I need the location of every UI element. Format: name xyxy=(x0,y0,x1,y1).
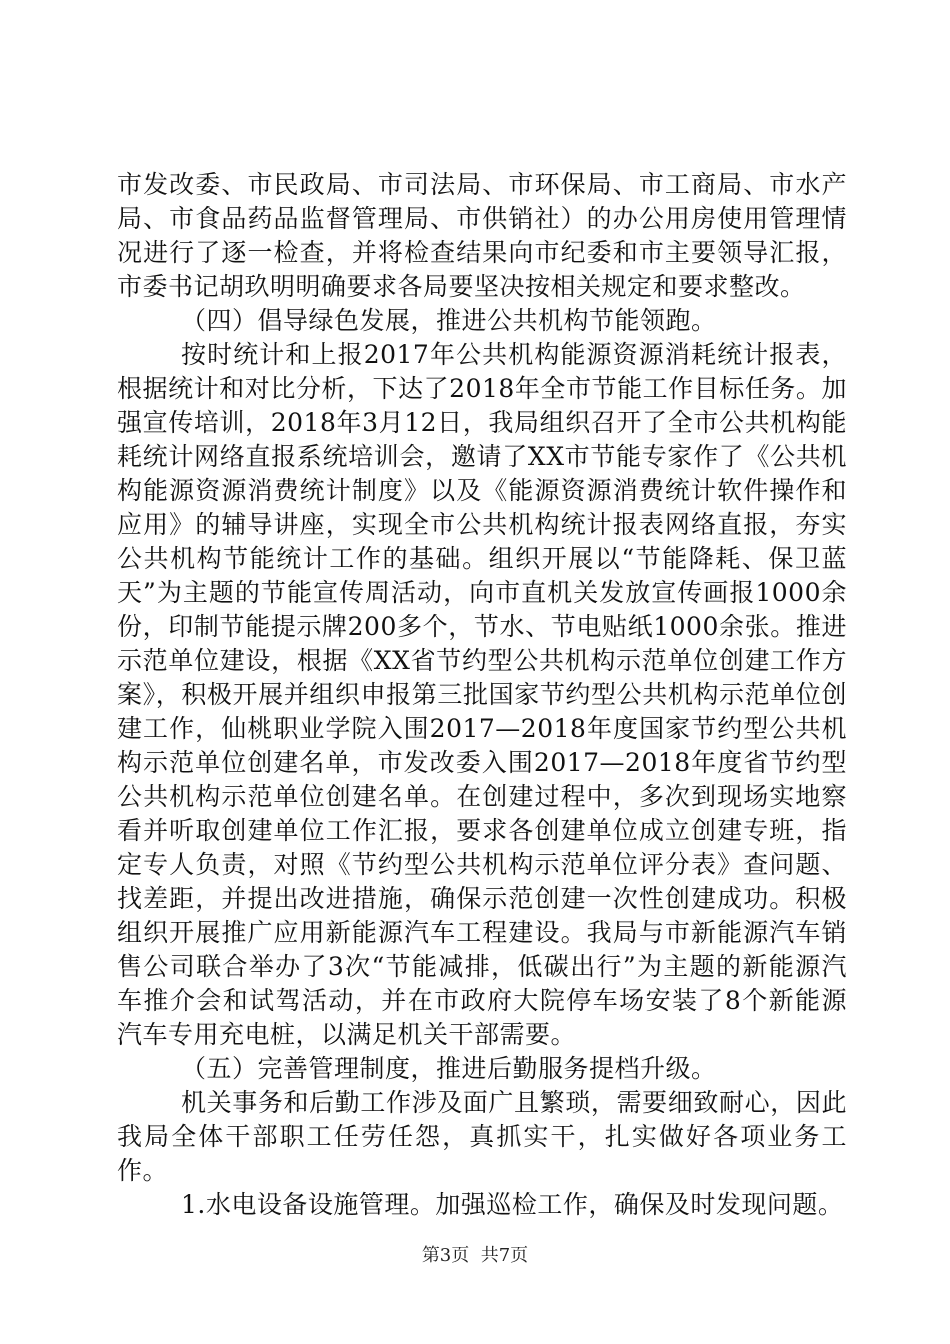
page-number-label: 第3页 共7页 xyxy=(421,1245,529,1266)
section-heading-management-system: （五）完善管理制度，推进后勤服务提档升级。 xyxy=(181,1054,717,1083)
paragraph-logistics-work: 机关事务和后勤工作涉及面广且繁琐，需要细致耐心，因此我局全体干部职工任劳任怨，真抓实干，扎实做好各项业务工作。 xyxy=(117,1088,847,1185)
page-footer xyxy=(0,1245,950,1267)
document-body xyxy=(117,168,847,1222)
section-heading-green-development: （四）倡导绿色发展，推进公共机构节能领跑。 xyxy=(181,306,717,335)
paragraph-office-inspection: 市发改委、市民政局、市司法局、市环保局、市工商局、市水产局、市食品药品监督管理局、市供销社）的办公用房使用管理情况进行了逐一检查，并将检查结果向市纪委和市主要领导汇报，市委书记胡玖明明确要求各局要坚决按相关规定和要求整改。 xyxy=(117,170,847,301)
paragraph-energy-saving: 按时统计和上报2017年公共机构能源资源消耗统计报表，根据统计和对比分析，下达了2018年全市节能工作目标任务。加强宣传培训，2018年3月12日，我局组织召开了全市公共机构能耗统计网络直报系统培训会，邀请了XX市节能专家作了《公共机构能源资源消费统计制度》以及《能源资源消费统计软件操作和应用》的辅导讲座，实现全市公共机构统计报表网络直报，夯实公共机构节能统计工作的基础。组织开展以“节能降耗、保卫蓝天”为主题的节能宣传周活动，向市直机关发放宣传画报1000余份，印制节能提示牌200多个，节水、节电贴纸1000余张。推进示范单位建设，根据《XX省节约型公共机构示范单位创建工作方案》，积极开展并组织申报第三批国家节约型公共机构示范单位创建工作，仙桃职业学院入围2017—2018年度国家节约型公共机构示范单位创建名单，市发改委入围2017—2018年度省节约型公共机构示范单位创建名单。在创建过程中，多次到现场实地察看并听取创建单位工作汇报，要求各创建单位成立创建专班，指定专人负责，对照《节约型公共机构示范单位评分表》查问题、找差距，并提出改进措施，确保示范创建一次性创建成功。积极组织开展推广应用新能源汽车工程建设。我局与市新能源汽车销售公司联合举办了3次“节能减排，低碳出行”为主题的新能源汽车推介会和试驾活动，并在市政府大院停车场安装了8个新能源汽车专用充电桩，以满足机关干部需要。 xyxy=(117,340,847,1049)
paragraph-utilities-management: 1.水电设备设施管理。加强巡检工作，确保及时发现问题。 xyxy=(181,1190,844,1219)
